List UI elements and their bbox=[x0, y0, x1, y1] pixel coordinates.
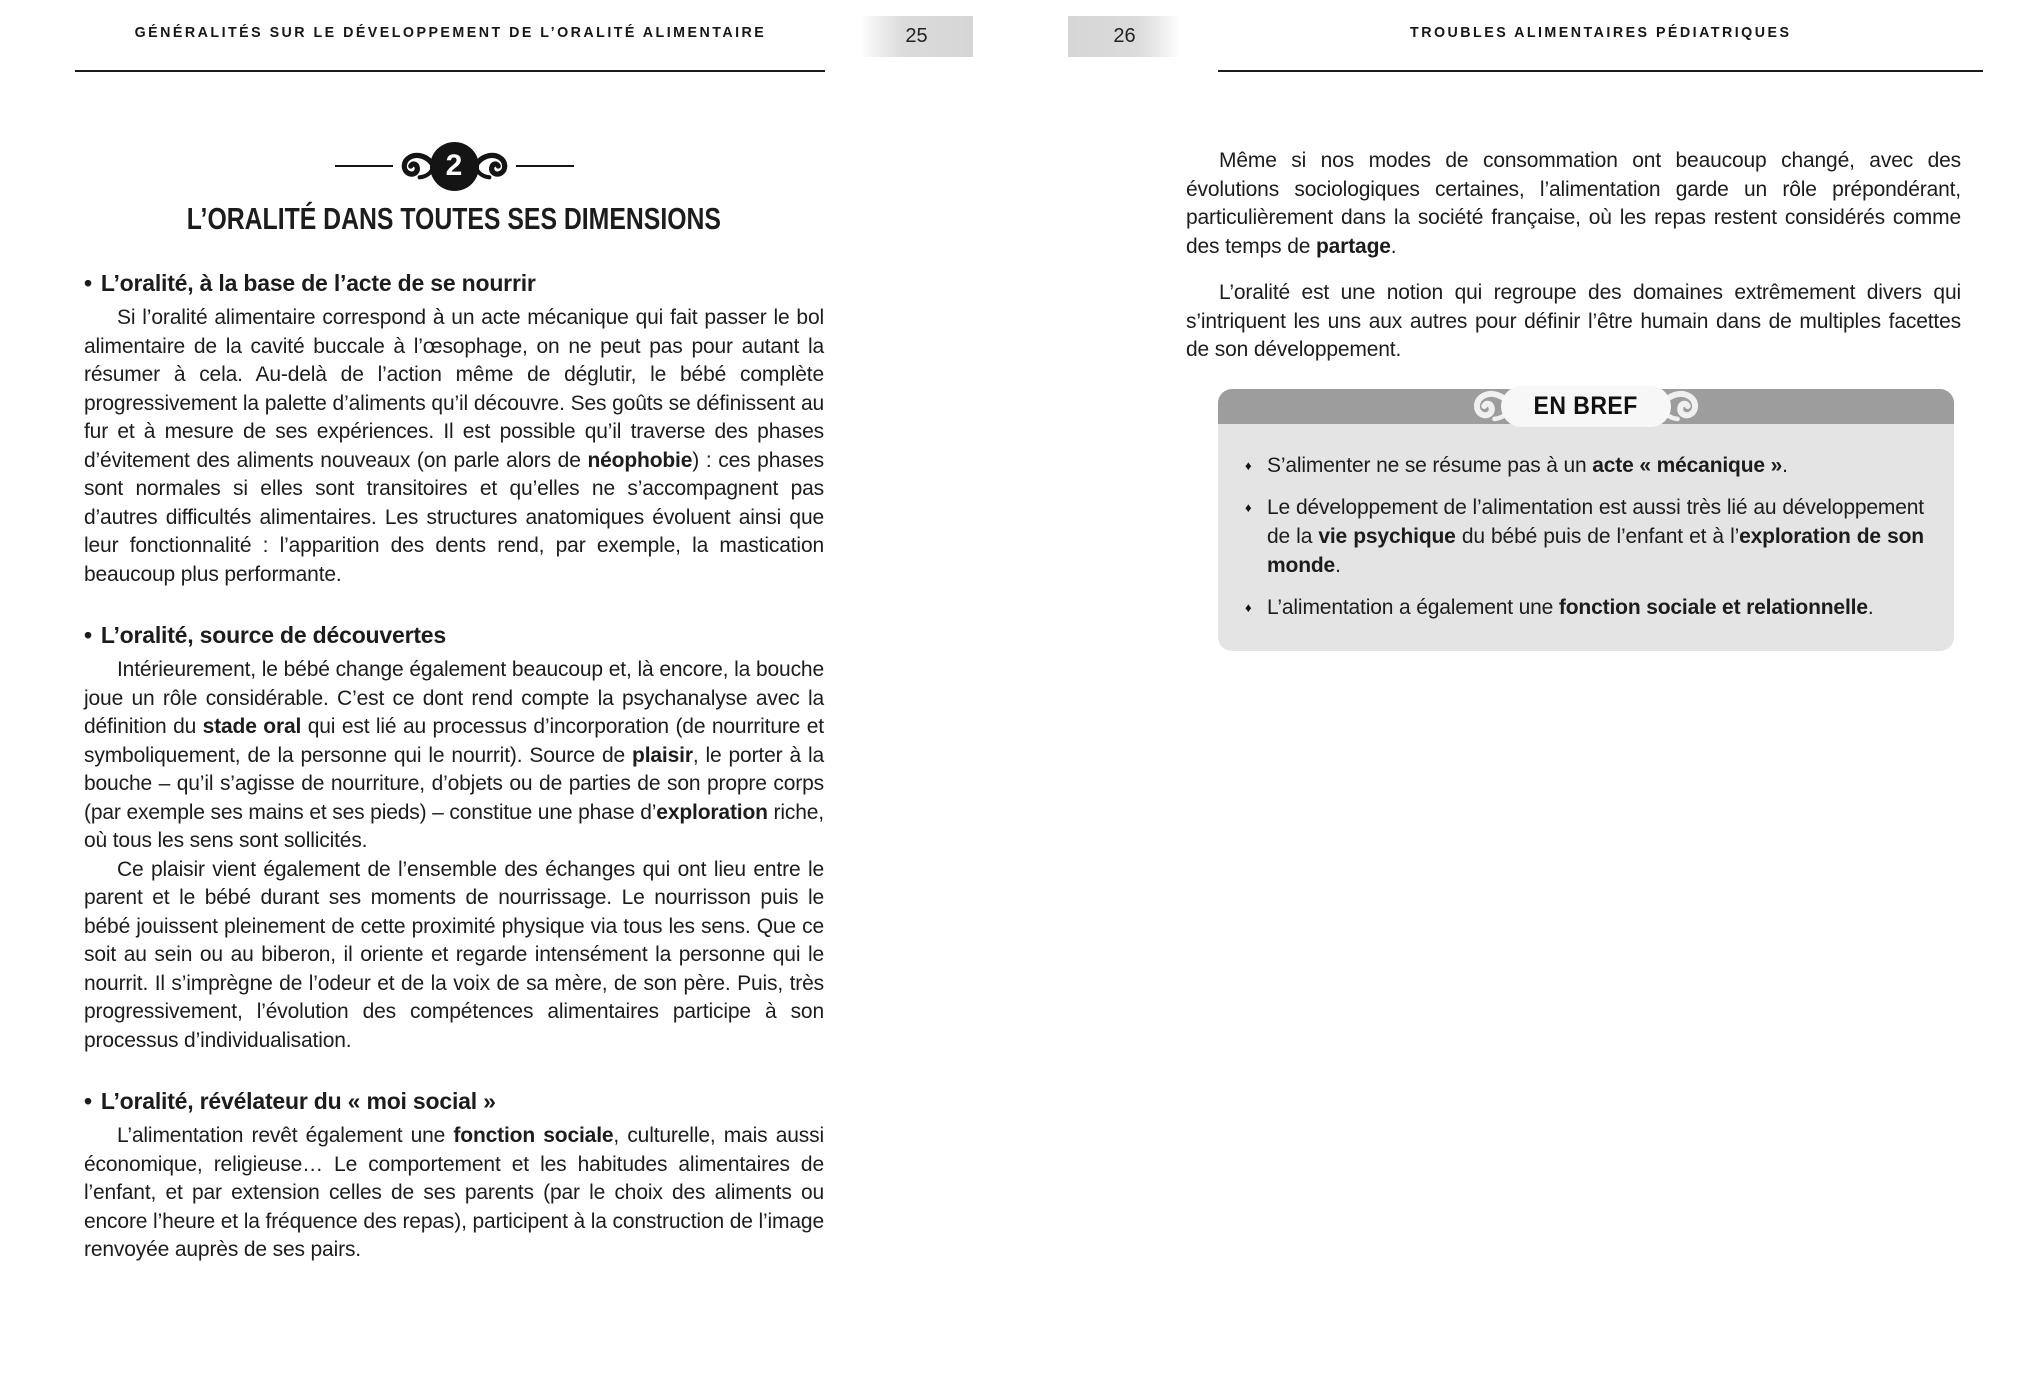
bullet-text: L’alimentation a également une fonction sociale et relationnelle. bbox=[1267, 595, 1874, 619]
section-heading bbox=[84, 622, 824, 649]
page-number-box-left bbox=[860, 16, 973, 57]
diamond-bullet-icon: ♦ bbox=[1245, 599, 1252, 615]
bullet-item bbox=[1245, 451, 1924, 480]
bullet-list bbox=[1245, 451, 1924, 622]
section bbox=[84, 1088, 824, 1265]
section-heading bbox=[84, 270, 824, 297]
diamond-bullet-icon: ♦ bbox=[1245, 499, 1252, 515]
header-rule-left bbox=[75, 70, 825, 72]
scroll-flourish-icon bbox=[393, 152, 435, 180]
en-bref-title: EN BREF bbox=[1533, 391, 1639, 420]
page-right-column bbox=[1186, 140, 1961, 651]
section-heading bbox=[84, 1088, 824, 1115]
en-bref-title-badge bbox=[1475, 386, 1696, 427]
page-left-column bbox=[84, 140, 824, 1265]
paragraph: Même si nos modes de consommation ont beaucoup changé, avec des évolutions sociologiques certaines, l’alimentation garde un rôle prépondérant, particulièrement dans la société française, où les repas restent considérés comme des temps de partage. bbox=[1186, 149, 1961, 258]
chapter-number-badge: 2 bbox=[430, 142, 479, 191]
header-rule-right bbox=[1218, 70, 1983, 72]
ornament-line bbox=[335, 165, 393, 167]
section bbox=[84, 270, 824, 589]
bullet-item bbox=[1245, 493, 1924, 580]
paragraph: Si l’oralité alimentaire correspond à un acte mécanique qui fait passer le bol alimentaire de la cavité buccale à l’œsophage, on ne peut pas pour autant la résumer à cela. Au-delà de l’action même de déglutir, le bébé complète progressivement la palette d’aliments qu’il découvre. Ses goûts se définissent au fur et à mesure de ses expériences. Il est possible qu’il traverse des phases d’évitement des aliments nouveaux (on parle alors de néophobie) : ces phases sont normales si elles sont transitoires et qu’elles ne s’accompagnent pas d’autres difficultés alimentaires. Les structures anatomiques évoluent ainsi que leur fonctionnalité : l’apparition des dents rend, par exemple, la mastication beaucoup plus performante. bbox=[84, 306, 824, 586]
chapter-ornament bbox=[84, 140, 824, 192]
chapter-title: L’ORALITÉ DANS TOUTES SES DIMENSIONS bbox=[186, 201, 722, 236]
en-bref-box bbox=[1218, 389, 1954, 651]
page-number-right: 26 bbox=[1113, 25, 1136, 47]
running-head-right-text: TROUBLES ALIMENTAIRES PÉDIATRIQUES bbox=[1409, 24, 1792, 41]
paragraph: L’alimentation revêt également une fonction sociale, culturelle, mais aussi économique, religieuse… Le comportement et les habitudes alimentaires de l’enfant, et par extension celles de ses parents (par le choix des aliments ou encore l’heure et la fréquence des repas), participent à la construction de l’image renvoyée auprès de ses pairs. bbox=[84, 1124, 824, 1261]
paragraph: Ce plaisir vient également de l’ensemble des échanges qui ont lieu entre le parent et le bébé durant ses moments de nourrissage. Le nourrisson puis le bébé jouissent pleinement de cette proximité physique via tous les sens. Que ce soit au sein ou au biberon, il oriente et regarde intensément la personne qui le nourrit. Il s’imprègne de l’odeur et de la voix de sa mère, de son père. Puis, très progressivement, l’évolution des compétences alimentaires participe à son processus d’individualisation. bbox=[84, 857, 824, 1052]
running-head-left bbox=[75, 24, 825, 41]
paragraph: L’oralité est une notion qui regroupe des domaines extrêmement divers qui s’intriquent les uns aux autres pour définir l’être humain dans de multiples facettes de son développement. bbox=[1186, 281, 1961, 361]
scroll-flourish-icon bbox=[474, 152, 516, 180]
running-head-right bbox=[1218, 24, 1983, 41]
bullet-text: Le développement de l’alimentation est aussi très lié au développement de la vie psychique du bébé puis de l’enfant et à l’exploration de son monde. bbox=[1267, 495, 1924, 577]
ornament-line bbox=[516, 165, 574, 167]
bullet-text: S’alimenter ne se résume pas à un acte « mécanique ». bbox=[1267, 453, 1788, 477]
running-head-left-text: GÉNÉRALITÉS SUR LE DÉVELOPPEMENT DE L’ORALITÉ ALIMENTAIRE bbox=[134, 24, 766, 41]
heading-bullet-icon: • bbox=[84, 1088, 92, 1114]
bullet-item bbox=[1245, 593, 1924, 622]
heading-bullet-icon: • bbox=[84, 622, 92, 648]
paragraph: Intérieurement, le bébé change également beaucoup et, là encore, la bouche joue un rôle considérable. C’est ce dont rend compte la psychanalyse avec la définition du stade oral qui est lié au processus d’incorporation (de nourriture et symboliquement, de la personne qui le nourrit). Source de plaisir, le porter à la bouche – qu’il s’agisse de nourriture, d’objets ou de parties de son propre corps (par exemple ses mains et ses pieds) – constitue une phase d’exploration riche, où tous les sens sont sollicités. bbox=[84, 658, 824, 852]
page-number-box-right bbox=[1068, 16, 1181, 57]
en-bref-header bbox=[1218, 389, 1954, 424]
section-heading-text: L’oralité, source de découvertes bbox=[100, 622, 446, 648]
en-bref-title-pill bbox=[1501, 386, 1670, 427]
en-bref-body bbox=[1218, 424, 1954, 651]
section-heading-text: L’oralité, révélateur du « moi social » bbox=[100, 1088, 496, 1114]
page-number-left: 25 bbox=[905, 25, 928, 47]
diamond-bullet-icon: ♦ bbox=[1245, 457, 1252, 473]
section-heading-text: L’oralité, à la base de l’acte de se nourrir bbox=[100, 270, 536, 296]
section bbox=[84, 622, 824, 1055]
heading-bullet-icon: • bbox=[84, 270, 92, 296]
